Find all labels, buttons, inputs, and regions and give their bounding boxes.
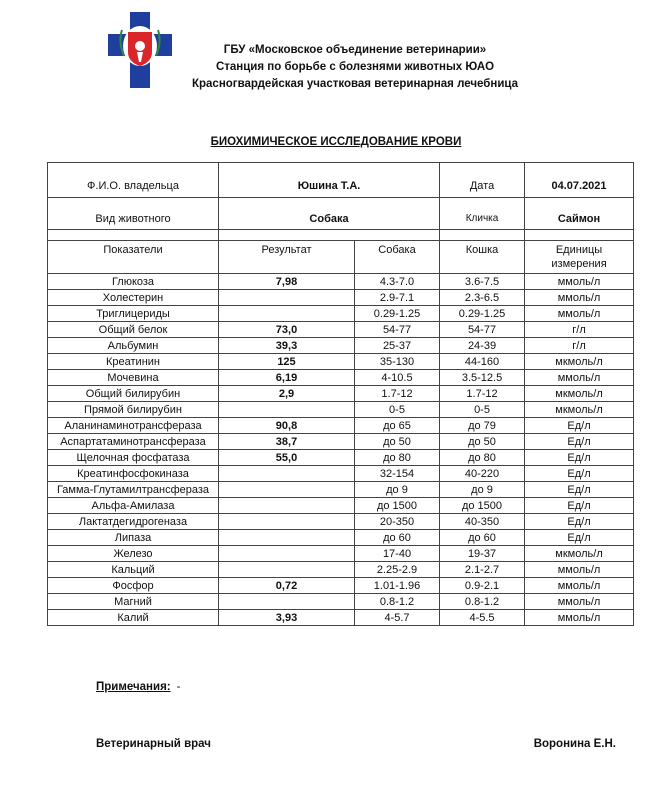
unit: ммоль/л xyxy=(525,306,634,322)
organization-header xyxy=(190,42,520,93)
cat-reference: до 79 xyxy=(440,418,525,434)
result-value: 3,93 xyxy=(219,610,355,626)
cat-reference: 44-160 xyxy=(440,354,525,370)
analyte-name: Лактатдегидрогеназа xyxy=(48,514,219,530)
cat-reference: 0.9-2.1 xyxy=(440,578,525,594)
column-header: Собака xyxy=(355,241,440,274)
result-value xyxy=(219,594,355,610)
analyte-name: Альфа-Амилаза xyxy=(48,498,219,514)
result-value xyxy=(219,498,355,514)
dog-reference: 1.7-12 xyxy=(355,386,440,402)
cat-reference: до 50 xyxy=(440,434,525,450)
unit: ммоль/л xyxy=(525,290,634,306)
column-header: Единицы измерения xyxy=(525,241,634,274)
owner-row xyxy=(48,163,634,198)
document-title: БИОХИМИЧЕСКОЕ ИССЛЕДОВАНИЕ КРОВИ xyxy=(210,136,462,148)
dog-reference: 54-77 xyxy=(355,322,440,338)
result-value xyxy=(219,562,355,578)
cat-reference: 0.29-1.25 xyxy=(440,306,525,322)
dog-reference: 2.9-7.1 xyxy=(355,290,440,306)
table-row xyxy=(48,306,634,322)
dog-reference: 4-10.5 xyxy=(355,370,440,386)
analyte-name: Калий xyxy=(48,610,219,626)
result-value: 90,8 xyxy=(219,418,355,434)
cat-reference: до 9 xyxy=(440,482,525,498)
column-header: Показатели xyxy=(48,241,219,274)
cat-reference: до 60 xyxy=(440,530,525,546)
dog-reference: 0.8-1.2 xyxy=(355,594,440,610)
unit: г/л xyxy=(525,338,634,354)
cat-reference: 3.6-7.5 xyxy=(440,274,525,290)
table-row xyxy=(48,354,634,370)
result-value xyxy=(219,514,355,530)
unit: ммоль/л xyxy=(525,370,634,386)
analyte-name: Липаза xyxy=(48,530,219,546)
result-value: 0,72 xyxy=(219,578,355,594)
analyte-name: Общий белок xyxy=(48,322,219,338)
unit: Ед/л xyxy=(525,498,634,514)
result-value xyxy=(219,306,355,322)
spacer-row xyxy=(48,230,634,241)
unit: мкмоль/л xyxy=(525,402,634,418)
unit: Ед/л xyxy=(525,482,634,498)
dog-reference: 32-154 xyxy=(355,466,440,482)
analyte-name: Аспартатаминотрансфераза xyxy=(48,434,219,450)
result-value: 73,0 xyxy=(219,322,355,338)
result-value: 2,9 xyxy=(219,386,355,402)
analyte-name: Триглицериды xyxy=(48,306,219,322)
unit: Ед/л xyxy=(525,466,634,482)
table-row xyxy=(48,498,634,514)
analyte-name: Щелочная фосфатаза xyxy=(48,450,219,466)
owner-value: Юшина Т.А. xyxy=(219,163,440,198)
cat-reference: до 1500 xyxy=(440,498,525,514)
dog-reference: 4-5.7 xyxy=(355,610,440,626)
table-row xyxy=(48,434,634,450)
analyte-name: Гамма-Глутамилтрансфераза xyxy=(48,482,219,498)
cat-reference: 4-5.5 xyxy=(440,610,525,626)
analyte-name: Кальций xyxy=(48,562,219,578)
dog-reference: 25-37 xyxy=(355,338,440,354)
analyte-name: Креатинин xyxy=(48,354,219,370)
table-row xyxy=(48,290,634,306)
result-value: 55,0 xyxy=(219,450,355,466)
table-row xyxy=(48,386,634,402)
unit: ммоль/л xyxy=(525,274,634,290)
table-row xyxy=(48,546,634,562)
pet-name-label: Кличка xyxy=(440,198,525,230)
table-row xyxy=(48,338,634,354)
table-row xyxy=(48,562,634,578)
analyte-name: Альбумин xyxy=(48,338,219,354)
table-row xyxy=(48,322,634,338)
dog-reference: 0-5 xyxy=(355,402,440,418)
dog-reference: до 65 xyxy=(355,418,440,434)
analyte-name: Фосфор xyxy=(48,578,219,594)
unit: Ед/л xyxy=(525,530,634,546)
analyte-name: Магний xyxy=(48,594,219,610)
table-row xyxy=(48,514,634,530)
animal-label: Вид животного xyxy=(48,198,219,230)
result-value xyxy=(219,530,355,546)
unit: Ед/л xyxy=(525,514,634,530)
date-value: 04.07.2021 xyxy=(525,163,634,198)
analyte-name: Общий билирубин xyxy=(48,386,219,402)
result-value: 125 xyxy=(219,354,355,370)
cat-reference: 40-350 xyxy=(440,514,525,530)
dog-reference: 1.01-1.96 xyxy=(355,578,440,594)
unit: мкмоль/л xyxy=(525,354,634,370)
cat-reference: 2.3-6.5 xyxy=(440,290,525,306)
owner-label: Ф.И.О. владельца xyxy=(48,163,219,198)
unit: мкмоль/л xyxy=(525,546,634,562)
result-value xyxy=(219,482,355,498)
table-row xyxy=(48,274,634,290)
table-row xyxy=(48,530,634,546)
cat-reference: 0-5 xyxy=(440,402,525,418)
unit: мкмоль/л xyxy=(525,386,634,402)
org-line-1: ГБУ «Московское объединение ветеринарии» xyxy=(223,44,487,56)
table-row xyxy=(48,610,634,626)
result-value: 7,98 xyxy=(219,274,355,290)
result-value xyxy=(219,466,355,482)
dog-reference: до 50 xyxy=(355,434,440,450)
cat-reference: 3.5-12.5 xyxy=(440,370,525,386)
dog-reference: до 9 xyxy=(355,482,440,498)
cat-reference: 1.7-12 xyxy=(440,386,525,402)
unit: ммоль/л xyxy=(525,562,634,578)
notes-label: Примечания: xyxy=(96,681,171,693)
column-header-row xyxy=(48,241,634,274)
result-value: 39,3 xyxy=(219,338,355,354)
analyte-name: Прямой билирубин xyxy=(48,402,219,418)
dog-reference: 20-350 xyxy=(355,514,440,530)
table-row xyxy=(48,466,634,482)
column-header: Результат xyxy=(219,241,355,274)
notes xyxy=(96,681,180,693)
unit: ммоль/л xyxy=(525,594,634,610)
analyte-name: Мочевина xyxy=(48,370,219,386)
analyte-name: Холестерин xyxy=(48,290,219,306)
dog-reference: 35-130 xyxy=(355,354,440,370)
dog-reference: до 1500 xyxy=(355,498,440,514)
organization-logo xyxy=(108,12,172,88)
unit: ммоль/л xyxy=(525,578,634,594)
cat-reference: до 80 xyxy=(440,450,525,466)
cat-reference: 54-77 xyxy=(440,322,525,338)
unit: ммоль/л xyxy=(525,610,634,626)
table-row xyxy=(48,482,634,498)
cat-reference: 19-37 xyxy=(440,546,525,562)
cat-reference: 2.1-2.7 xyxy=(440,562,525,578)
table-row xyxy=(48,450,634,466)
table-row xyxy=(48,418,634,434)
cat-reference: 40-220 xyxy=(440,466,525,482)
analyte-name: Глюкоза xyxy=(48,274,219,290)
org-line-3: Красногвардейская участковая ветеринарная лечебница xyxy=(191,78,518,90)
dog-reference: 17-40 xyxy=(355,546,440,562)
animal-row xyxy=(48,198,634,230)
table-row xyxy=(48,578,634,594)
column-header: Кошка xyxy=(440,241,525,274)
vet-label: Ветеринарный врач xyxy=(96,738,211,750)
table-row xyxy=(48,594,634,610)
vet-name: Воронина Е.Н. xyxy=(533,738,616,750)
analyte-name: Аланинаминотрансфераза xyxy=(48,418,219,434)
notes-value: - xyxy=(176,681,181,693)
pet-name-value: Саймон xyxy=(525,198,634,230)
unit: Ед/л xyxy=(525,434,634,450)
dog-reference: до 80 xyxy=(355,450,440,466)
dog-reference: до 60 xyxy=(355,530,440,546)
unit: Ед/л xyxy=(525,418,634,434)
dog-reference: 2.25-2.9 xyxy=(355,562,440,578)
animal-value: Собака xyxy=(219,198,440,230)
cat-reference: 0.8-1.2 xyxy=(440,594,525,610)
result-value xyxy=(219,546,355,562)
unit: Ед/л xyxy=(525,450,634,466)
result-value xyxy=(219,402,355,418)
unit: г/л xyxy=(525,322,634,338)
cat-reference: 24-39 xyxy=(440,338,525,354)
result-value xyxy=(219,290,355,306)
org-line-2: Станция по борьбе с болезнями животных ЮАО xyxy=(215,61,495,73)
table-row xyxy=(48,402,634,418)
blood-test-table xyxy=(47,162,634,626)
table-row xyxy=(48,370,634,386)
analyte-name: Железо xyxy=(48,546,219,562)
dog-reference: 4.3-7.0 xyxy=(355,274,440,290)
analyte-name: Креатинфосфокиназа xyxy=(48,466,219,482)
dog-reference: 0.29-1.25 xyxy=(355,306,440,322)
result-value: 38,7 xyxy=(219,434,355,450)
result-value: 6,19 xyxy=(219,370,355,386)
date-label: Дата xyxy=(440,163,525,198)
